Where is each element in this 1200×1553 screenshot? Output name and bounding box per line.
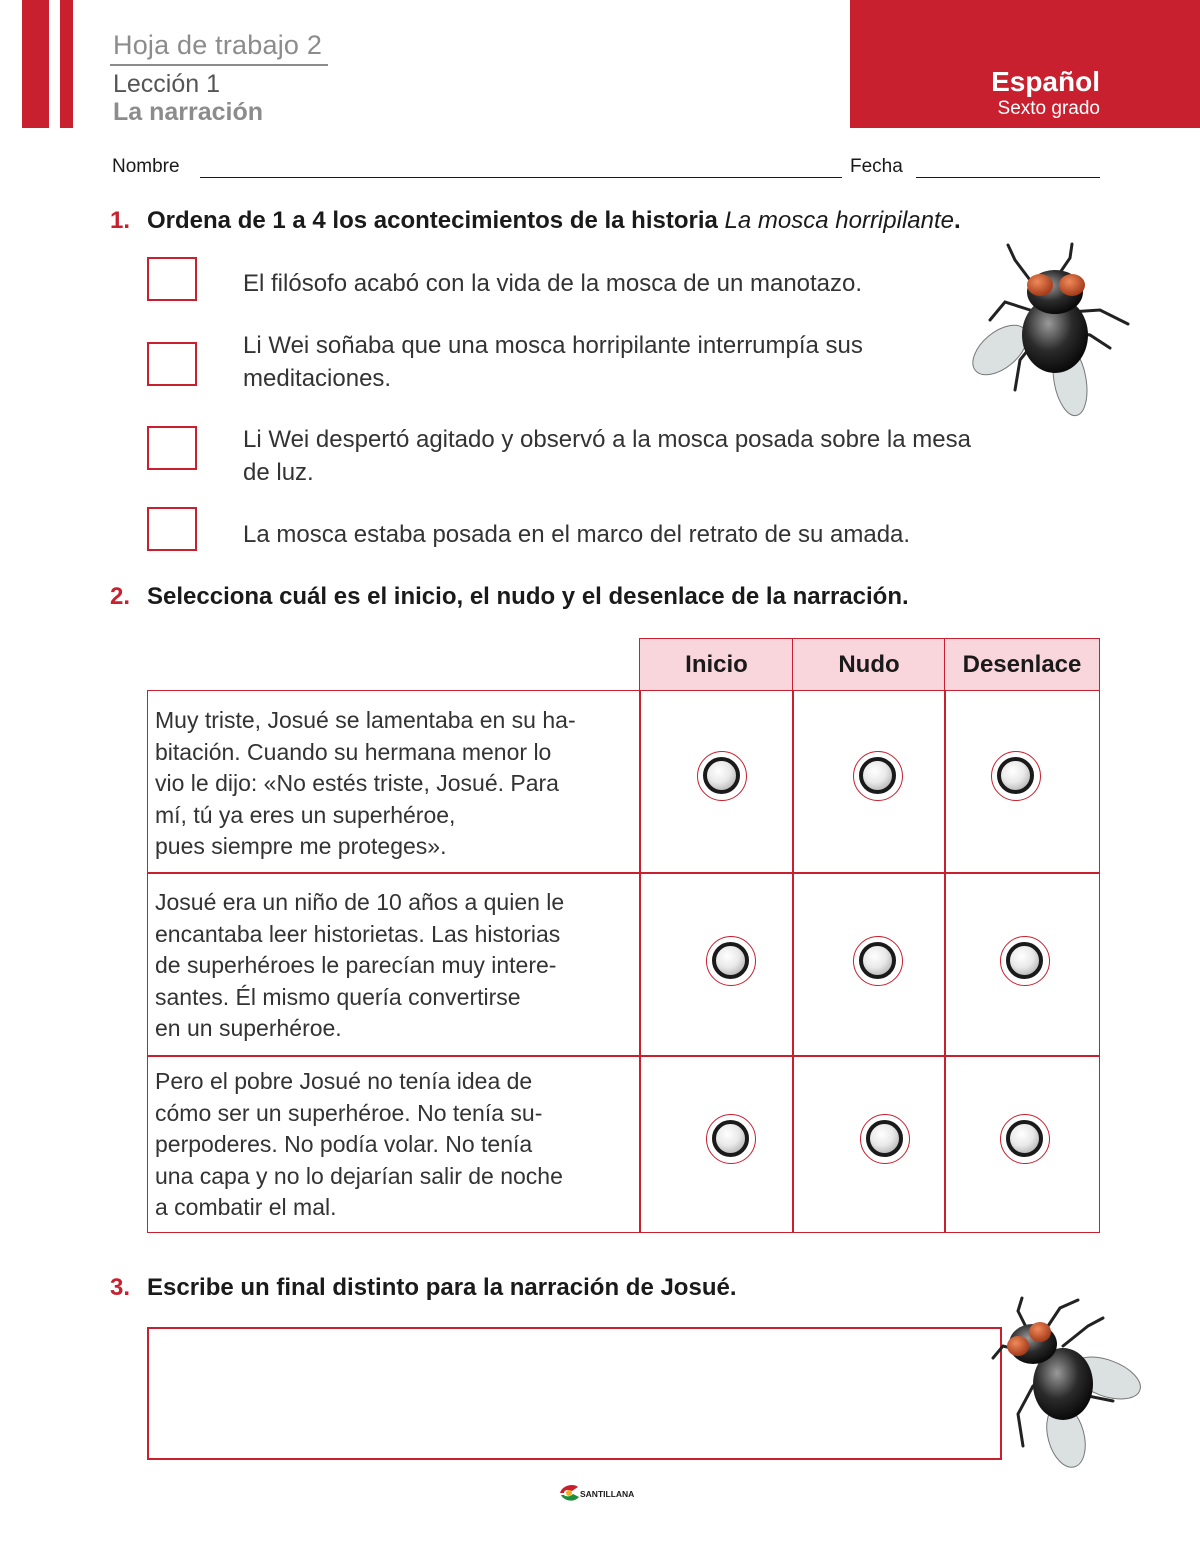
order-box-3[interactable] bbox=[147, 426, 197, 470]
column-header-desenlace: Desenlace bbox=[944, 638, 1100, 691]
radio-row1-inicio[interactable] bbox=[697, 751, 747, 801]
topic-label: La narración bbox=[113, 98, 264, 126]
table-divider bbox=[148, 872, 1099, 874]
radio-row3-inicio[interactable] bbox=[706, 1114, 756, 1164]
date-field[interactable] bbox=[916, 177, 1100, 178]
story-title: La mosca horripilante bbox=[724, 207, 954, 234]
radio-row2-inicio[interactable] bbox=[706, 936, 756, 986]
radio-row3-desenlace[interactable] bbox=[1000, 1114, 1050, 1164]
fly-illustration bbox=[960, 240, 1135, 420]
order-box-1[interactable] bbox=[147, 257, 197, 301]
order-box-4[interactable] bbox=[147, 507, 197, 551]
table-divider bbox=[944, 691, 946, 1232]
question-2-text: Selecciona cuál es el inicio, el nudo y el desenlace de la narración. bbox=[147, 583, 909, 610]
logo-text: SANTILLANA bbox=[580, 1489, 635, 1499]
publisher-logo bbox=[558, 1481, 644, 1505]
date-label: Fecha bbox=[850, 156, 903, 177]
table-divider bbox=[148, 1055, 1099, 1057]
lesson-label: Lección 1 bbox=[113, 70, 221, 98]
event-2: Li Wei soñaba que una mosca horripilante interrumpía sus meditaciones. bbox=[243, 332, 863, 392]
decorative-red-bar-thin bbox=[60, 0, 73, 128]
table-row-1-text: Muy triste, Josué se lamentaba en su ha- bitación. Cuando su hermana menor lo vio le dijo: «No estés triste, Josué. Para mí, tú ya eres un superhéroe, pues siempre me proteges». bbox=[155, 707, 576, 859]
radio-row3-nudo[interactable] bbox=[860, 1114, 910, 1164]
question-1-number: 1. bbox=[110, 207, 131, 234]
question-1-text: Ordena de 1 a 4 los acontecimientos de la historia La mosca horripilante. bbox=[147, 207, 961, 234]
event-3: Li Wei despertó agitado y observó a la mosca posada sobre la mesa de luz. bbox=[243, 426, 971, 486]
name-field[interactable] bbox=[200, 177, 842, 178]
event-1: El filósofo acabó con la vida de la mosca de un manotazo. bbox=[243, 270, 863, 297]
title-underline bbox=[110, 64, 328, 66]
question-2-number: 2. bbox=[110, 583, 131, 610]
answer-textarea[interactable] bbox=[147, 1327, 1002, 1460]
radio-row2-nudo[interactable] bbox=[853, 936, 903, 986]
radio-row2-desenlace[interactable] bbox=[1000, 936, 1050, 986]
subject-name: Español bbox=[991, 66, 1100, 97]
worksheet-title: Hoja de trabajo 2 bbox=[113, 30, 323, 60]
grade-label: Sexto grado bbox=[997, 98, 1100, 119]
event-4: La mosca estaba posada en el marco del retrato de su amada. bbox=[243, 521, 911, 548]
order-box-2[interactable] bbox=[147, 342, 197, 386]
subject-panel bbox=[850, 0, 1200, 128]
radio-row1-desenlace[interactable] bbox=[991, 751, 1041, 801]
column-header-nudo: Nudo bbox=[792, 638, 946, 691]
table-divider bbox=[639, 691, 641, 1232]
table-row-2-text: Josué era un niño de 10 años a quien le encantaba leer historietas. Las historias de superhéroes le parecían muy intere- santes. Él mismo quería convertirse en un superhéroe. bbox=[155, 889, 565, 1041]
question-3-text: Escribe un final distinto para la narración de Josué. bbox=[147, 1274, 737, 1301]
question-3-number: 3. bbox=[110, 1274, 131, 1301]
radio-row1-nudo[interactable] bbox=[853, 751, 903, 801]
table-divider bbox=[792, 691, 794, 1232]
table-row-3-text: Pero el pobre Josué no tenía idea de cómo ser un superhéroe. No tenía su- perpoderes. No podía volar. No tenía una capa y no lo dejarían salir de noche a combatir el mal. bbox=[155, 1068, 563, 1220]
name-label: Nombre bbox=[112, 156, 180, 177]
fly-illustration-bottom bbox=[988, 1296, 1148, 1471]
column-header-inicio: Inicio bbox=[639, 638, 794, 691]
decorative-red-bar bbox=[22, 0, 49, 128]
